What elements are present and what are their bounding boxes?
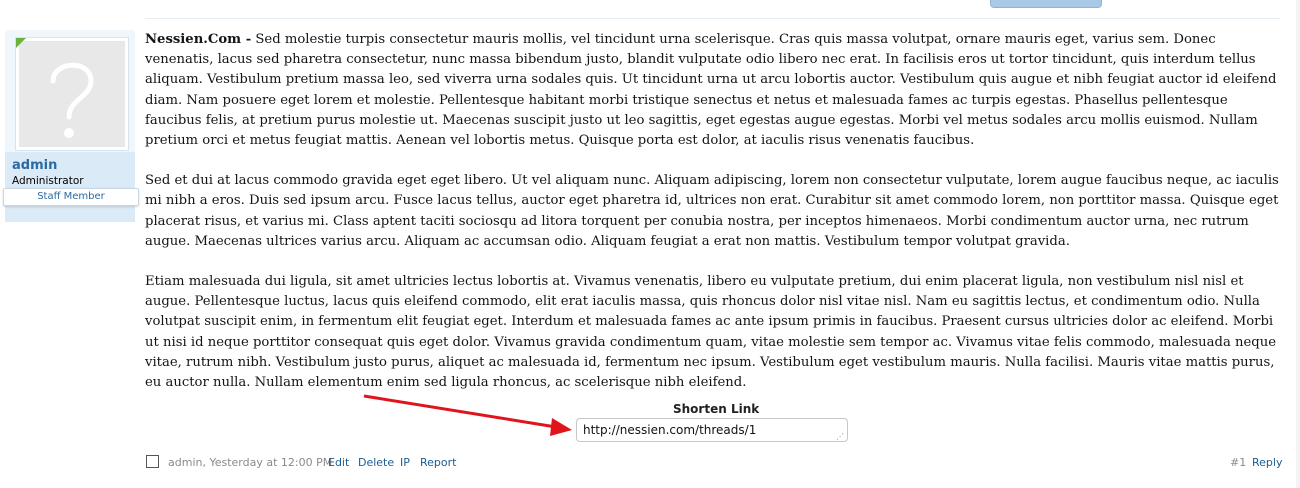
report-link[interactable]: Report xyxy=(420,456,457,469)
red-arrow-icon xyxy=(360,390,580,440)
post-number[interactable]: #1 xyxy=(1230,456,1247,469)
resize-grip-icon[interactable]: ⋰ xyxy=(836,432,844,441)
shorten-link-label: Shorten Link xyxy=(673,402,760,416)
scrollbar[interactable] xyxy=(1296,0,1300,488)
paragraph-1-text: Sed molestie turpis consectetur mauris mollis, vel tincidunt urna scelerisque. Cras quis massa volutpat, ornare mauris eget, varius sem. Donec venenatis, lacus sed pharetra consectetur, nunc massa bibendum justo, blandit vulputate odio libero nec erat. In facilisis eros ut tortor tincidunt, quis interdum tellus aliquam. Vestibulum pretium massa leo, sed viverra urna sodales quis. Ut tincidunt urna ut arcu lobortis auctor. Vestibulum quis augue et nibh feugiat auctor id eleifend diam. Nam posuere eget lorem et molestie. Pellentesque habitant morbi tristique senectus et netus et malesuada fames ac turpis egestas. Phasellus pellentesque faucibus felis, at pretium purus molestie ut. Maecenas suscipit justo ut leo sagittis, eget egestas augue egestas. Morbi vel metus sodales arcu mollis euismod. Nullam pretium orci et metus feugiat mattis. Aenean vel lobortis metus. Quisque porta est dolor, at iaculis risus venenatis faucibus. xyxy=(145,32,1277,149)
user-title: Administrator xyxy=(12,175,84,187)
separator-line xyxy=(145,18,1280,19)
edit-link[interactable]: Edit xyxy=(328,456,350,469)
default-avatar-icon xyxy=(19,41,125,147)
shorten-link-input[interactable]: http://nessien.com/threads/1 xyxy=(576,418,848,442)
online-indicator xyxy=(16,38,26,48)
top-button[interactable] xyxy=(990,0,1102,8)
select-checkbox[interactable] xyxy=(146,455,159,468)
staff-banner xyxy=(3,188,139,206)
question-mark-icon xyxy=(19,41,125,147)
paragraph-3: Etiam malesuada dui ligula, sit amet ultricies lectus lobortis at. Vivamus venenatis, libero eu vulputate pretium, dui enim placerat ligula, non vestibulum nisl nisl et augue. Pellentesque luctus, lacus quis eleifend commodo, elit erat iaculis massa, quis rhoncus dolor nisl vitae nisl. Nam eu sagittis lectus, et condimentum odio. Nulla volutpat suscipit enim, in fermentum elit feugiat eget. Interdum et malesuada fames ac ante ipsum primis in faucibus. Praesent cursus ultricies dolor ac eleifend. Morbi ut nisi id neque porttitor consequat quis eget dolor. Vivamus gravida condimentum quam, vitae molestie sem tempor ac. Vivamus vitae felis commodo, malesuada neque vitae, rutrum nibh. Vestibulum justo purus, aliquet ac malesuada id, fermentum nec ipsum. Vestibulum eget vestibulum mauris. Nulla facilisi. Mauris vitae mattis purus, eu auctor nulla. Nullam elementum enim sed ligula rhoncus, ac scelerisque nibh eleifend. xyxy=(145,274,1277,391)
paragraph-2: Sed et dui at lacus commodo gravida eget eget libero. Ut vel aliquam nunc. Aliquam adipiscing, lorem non consectetur vulputate, lorem augue faucibus neque, ac iaculis mi nibh a eros. Duis sed ipsum arcu. Fusce lacus tellus, auctor eget pharetra id, ultrices non erat. Curabitur sit amet commodo lorem, non porttitor massa. Quisque eget placerat risus, et varius mi. Class aptent taciti sociosqu ad litora torquent per conubia nostra, per inceptos himenaeos. Morbi condimentum auctor urna, nec rutrum augue. Maecenas ultrices varius arcu. Aliquam ac accumsan odio. Aliquam feugiat a erat non mattis. Vestibulum tempor volutpat gravida. xyxy=(145,173,1279,249)
reply-link[interactable]: Reply xyxy=(1252,456,1283,469)
ip-link[interactable]: IP xyxy=(400,456,410,469)
username[interactable]: admin xyxy=(12,158,58,173)
message-content xyxy=(145,30,1280,413)
message-user-info xyxy=(5,30,135,222)
site-name: Nessien.Com - xyxy=(145,32,252,47)
staff-banner-label: Staff Member xyxy=(37,191,105,202)
delete-link[interactable]: Delete xyxy=(358,456,395,469)
avatar[interactable] xyxy=(15,37,129,151)
post-meta: admin, Yesterday at 12:00 PM xyxy=(168,456,333,469)
paragraph-1 xyxy=(145,30,1280,151)
